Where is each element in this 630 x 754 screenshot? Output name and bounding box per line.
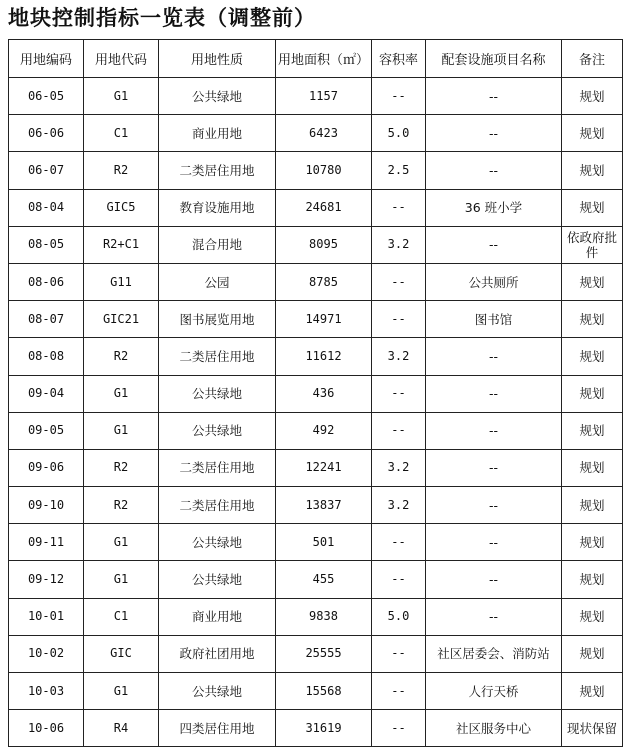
cell-code: 06-06	[9, 115, 84, 152]
cell-code: 10-06	[9, 710, 84, 747]
cell-nature: 四类居住用地	[159, 710, 276, 747]
cell-code: 09-10	[9, 487, 84, 524]
cell-area: 13837	[276, 487, 372, 524]
table-row	[9, 338, 623, 375]
cell-type-code: G1	[84, 78, 159, 115]
table-row	[9, 189, 623, 226]
cell-remark: 规划	[562, 487, 623, 524]
header-remark: 备注	[562, 40, 623, 78]
cell-facility: --	[426, 449, 562, 486]
header-code: 用地编码	[9, 40, 84, 78]
cell-nature: 二类居住用地	[159, 449, 276, 486]
cell-remark: 规划	[562, 673, 623, 710]
table-row	[9, 449, 623, 486]
cell-area: 8095	[276, 226, 372, 263]
land-control-table	[8, 39, 623, 747]
cell-area: 501	[276, 524, 372, 561]
cell-type-code: G1	[84, 561, 159, 598]
cell-nature: 公共绿地	[159, 524, 276, 561]
cell-facility: --	[426, 375, 562, 412]
cell-far: 3.2	[372, 449, 426, 486]
cell-type-code: G1	[84, 673, 159, 710]
cell-remark: 规划	[562, 152, 623, 189]
cell-nature: 二类居住用地	[159, 152, 276, 189]
cell-far: 5.0	[372, 115, 426, 152]
cell-type-code: GIC	[84, 635, 159, 672]
cell-far: --	[372, 524, 426, 561]
cell-nature: 公共绿地	[159, 78, 276, 115]
cell-far: 3.2	[372, 338, 426, 375]
cell-area: 14971	[276, 301, 372, 338]
cell-type-code: GIC5	[84, 189, 159, 226]
cell-nature: 公共绿地	[159, 375, 276, 412]
cell-nature: 混合用地	[159, 226, 276, 263]
cell-code: 09-05	[9, 412, 84, 449]
cell-remark: 依政府批件	[562, 226, 623, 263]
cell-area: 12241	[276, 449, 372, 486]
cell-nature: 公共绿地	[159, 673, 276, 710]
cell-type-code: G11	[84, 263, 159, 300]
cell-remark: 规划	[562, 78, 623, 115]
table-row	[9, 152, 623, 189]
cell-remark: 规划	[562, 301, 623, 338]
cell-nature: 公共绿地	[159, 412, 276, 449]
cell-remark: 规划	[562, 263, 623, 300]
header-facility: 配套设施项目名称	[426, 40, 562, 78]
cell-area: 11612	[276, 338, 372, 375]
cell-nature: 教育设施用地	[159, 189, 276, 226]
cell-code: 08-07	[9, 301, 84, 338]
cell-far: 2.5	[372, 152, 426, 189]
cell-far: --	[372, 375, 426, 412]
table-row	[9, 487, 623, 524]
cell-facility: --	[426, 78, 562, 115]
cell-facility: --	[426, 338, 562, 375]
table-row	[9, 115, 623, 152]
cell-facility: --	[426, 152, 562, 189]
table-row	[9, 710, 623, 747]
cell-code: 08-08	[9, 338, 84, 375]
cell-facility: 36 班小学	[426, 189, 562, 226]
table-row	[9, 412, 623, 449]
cell-type-code: G1	[84, 412, 159, 449]
cell-type-code: R2	[84, 152, 159, 189]
cell-remark: 规划	[562, 375, 623, 412]
cell-type-code: R2	[84, 487, 159, 524]
cell-code: 09-06	[9, 449, 84, 486]
cell-area: 6423	[276, 115, 372, 152]
cell-area: 9838	[276, 598, 372, 635]
cell-facility: 公共厕所	[426, 263, 562, 300]
cell-far: --	[372, 189, 426, 226]
cell-remark: 规划	[562, 635, 623, 672]
table-row	[9, 561, 623, 598]
cell-code: 08-04	[9, 189, 84, 226]
header-area: 用地面积（㎡）	[276, 40, 372, 78]
cell-remark: 现状保留	[562, 710, 623, 747]
cell-facility: --	[426, 115, 562, 152]
cell-code: 10-02	[9, 635, 84, 672]
cell-nature: 图书展览用地	[159, 301, 276, 338]
cell-code: 10-01	[9, 598, 84, 635]
table-row	[9, 598, 623, 635]
cell-facility: --	[426, 226, 562, 263]
header-far: 容积率	[372, 40, 426, 78]
cell-code: 09-11	[9, 524, 84, 561]
cell-remark: 规划	[562, 561, 623, 598]
cell-nature: 政府社团用地	[159, 635, 276, 672]
cell-facility: --	[426, 598, 562, 635]
cell-facility: --	[426, 561, 562, 598]
page-title: 地块控制指标一览表（调整前）	[8, 6, 316, 30]
cell-facility: 社区居委会、消防站	[426, 635, 562, 672]
table-row	[9, 263, 623, 300]
cell-nature: 商业用地	[159, 115, 276, 152]
cell-far: 3.2	[372, 226, 426, 263]
header-nature: 用地性质	[159, 40, 276, 78]
cell-area: 10780	[276, 152, 372, 189]
cell-facility: --	[426, 412, 562, 449]
table-row	[9, 375, 623, 412]
cell-facility: --	[426, 524, 562, 561]
cell-nature: 公共绿地	[159, 561, 276, 598]
cell-area: 455	[276, 561, 372, 598]
cell-far: 3.2	[372, 487, 426, 524]
cell-type-code: G1	[84, 375, 159, 412]
cell-code: 09-12	[9, 561, 84, 598]
cell-area: 24681	[276, 189, 372, 226]
cell-far: --	[372, 561, 426, 598]
cell-facility: 社区服务中心	[426, 710, 562, 747]
cell-code: 08-06	[9, 263, 84, 300]
cell-facility: --	[426, 487, 562, 524]
cell-remark: 规划	[562, 189, 623, 226]
table-row	[9, 301, 623, 338]
cell-type-code: G1	[84, 524, 159, 561]
cell-area: 31619	[276, 710, 372, 747]
cell-far: 5.0	[372, 598, 426, 635]
cell-far: --	[372, 301, 426, 338]
cell-far: --	[372, 412, 426, 449]
cell-type-code: R4	[84, 710, 159, 747]
cell-remark: 规划	[562, 524, 623, 561]
cell-area: 436	[276, 375, 372, 412]
table-row	[9, 635, 623, 672]
cell-area: 15568	[276, 673, 372, 710]
cell-type-code: R2+C1	[84, 226, 159, 263]
cell-type-code: GIC21	[84, 301, 159, 338]
cell-far: --	[372, 673, 426, 710]
cell-area: 492	[276, 412, 372, 449]
cell-far: --	[372, 710, 426, 747]
cell-type-code: R2	[84, 338, 159, 375]
cell-remark: 规划	[562, 449, 623, 486]
table-row	[9, 524, 623, 561]
cell-code: 10-03	[9, 673, 84, 710]
cell-nature: 二类居住用地	[159, 338, 276, 375]
cell-far: --	[372, 635, 426, 672]
cell-code: 06-05	[9, 78, 84, 115]
cell-type-code: R2	[84, 449, 159, 486]
cell-type-code: C1	[84, 598, 159, 635]
cell-remark: 规划	[562, 412, 623, 449]
cell-remark: 规划	[562, 338, 623, 375]
table-row	[9, 226, 623, 263]
cell-area: 1157	[276, 78, 372, 115]
table-row	[9, 673, 623, 710]
header-row	[9, 40, 623, 78]
cell-code: 06-07	[9, 152, 84, 189]
table-row	[9, 78, 623, 115]
cell-area: 25555	[276, 635, 372, 672]
cell-nature: 二类居住用地	[159, 487, 276, 524]
cell-remark: 规划	[562, 598, 623, 635]
cell-type-code: C1	[84, 115, 159, 152]
cell-code: 08-05	[9, 226, 84, 263]
cell-code: 09-04	[9, 375, 84, 412]
cell-far: --	[372, 78, 426, 115]
cell-facility: 图书馆	[426, 301, 562, 338]
cell-nature: 公园	[159, 263, 276, 300]
cell-far: --	[372, 263, 426, 300]
cell-area: 8785	[276, 263, 372, 300]
cell-nature: 商业用地	[159, 598, 276, 635]
table-body	[9, 78, 623, 747]
header-type-code: 用地代码	[84, 40, 159, 78]
cell-remark: 规划	[562, 115, 623, 152]
cell-facility: 人行天桥	[426, 673, 562, 710]
